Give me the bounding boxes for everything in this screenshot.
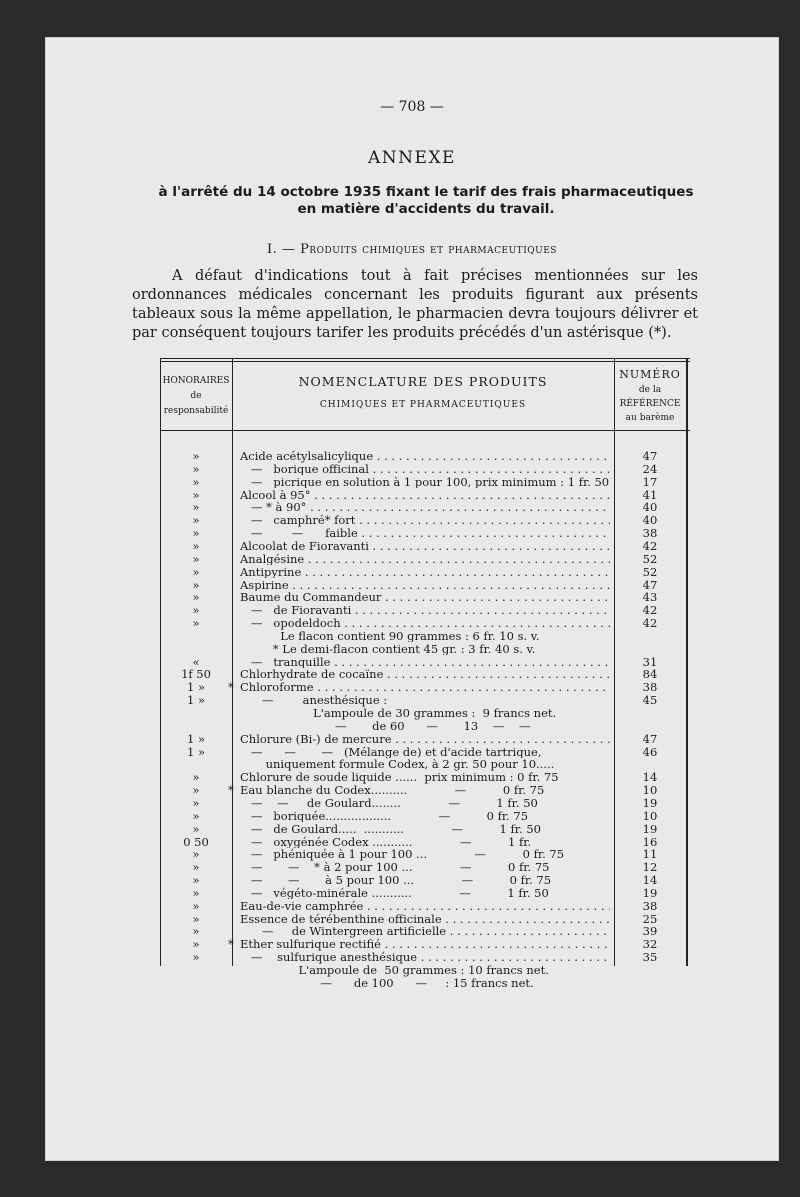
table-row [160,746,690,759]
intro-paragraph [132,267,698,343]
reference-number-cell: 31 [642,654,658,669]
asterisk-mark: * [228,937,234,952]
table-row [160,501,690,514]
product-name-cell: — opodeldoch . . . [240,617,610,630]
table-row [160,476,690,489]
table-row [160,836,690,849]
reference-number-cell: 42 [642,603,658,618]
asterisk-mark: * [228,680,234,695]
honoraires-cell: » [192,937,200,952]
col1-header-rule [160,430,232,431]
table-row [160,591,690,604]
product-name-cell: Alcoolat de Fioravanti . . . [240,540,610,553]
product-name-cell: * Le demi-flacon contient 45 gr. : 3 fr. 40 s. v. [240,642,536,656]
reference-number-cell: 45 [642,693,658,708]
header-honoraires-l3: responsabilité [163,406,229,416]
header-honoraires [160,358,232,430]
product-name-cell: Chlorure de soude liquide ...... prix minimum : 0 fr. 75 [240,771,559,784]
honoraires-cell: » [192,461,200,476]
honoraires-cell: » [192,821,200,836]
reference-number-cell: 84 [642,667,658,682]
header-reference-l4: au barème [625,413,675,423]
reference-number-cell: 39 [642,924,658,939]
page-number: — 708 — [380,99,444,115]
product-name-cell: — — * à 2 pour 100 ... — 0 fr. 75 [240,861,550,874]
table-row [160,681,690,694]
reference-number-cell: 19 [642,821,658,836]
reference-number-cell: 12 [642,860,658,875]
header-reference-l3: RÉFÉRENCE [619,399,681,409]
document-subtitle [116,184,736,218]
honoraires-cell: » [192,847,200,862]
reference-number-cell: 38 [642,680,658,695]
product-name-cell: Eau-de-vie camphrée . . . [240,900,610,913]
document-title: ANNEXE [368,148,456,168]
honoraires-cell: » [192,564,200,579]
honoraires-cell: » [192,551,200,566]
table-row [160,977,690,990]
honoraires-cell: » [192,513,200,528]
table-row [160,733,690,746]
table-row [160,900,690,913]
product-name-cell: Ether sulfurique rectifié . . . [240,938,610,951]
table-row [160,656,690,669]
reference-number-cell: 10 [642,783,658,798]
honoraires-cell: 1f 50 [181,667,211,682]
table-row [160,489,690,502]
product-name-cell: Essence de térébenthine officinale . . . [240,913,610,926]
asterisk-mark: * [228,783,234,798]
table-row [160,848,690,861]
reference-number-cell: 14 [642,770,658,785]
section-heading [46,242,778,257]
table-row [160,938,690,951]
product-name-cell: — anesthésique : [240,694,388,707]
product-name-cell: — borique officinal . . . [240,463,610,476]
product-name-cell: — phéniquée à 1 pour 100 ... — 0 fr. 75 [240,848,565,861]
product-name-cell: — sulfurique anesthésique . . . [240,951,610,964]
table-row [160,861,690,874]
header-nomenclature-title: NOMENCLATURE DES PRODUITS [298,374,548,389]
honoraires-cell: 1 » [186,731,205,746]
honoraires-cell: » [192,770,200,785]
honoraires-cell: » [192,603,200,618]
product-name-cell: Alcool à 95° . . . [240,489,610,502]
honoraires-cell: » [192,500,200,515]
table-row [160,540,690,553]
product-name-cell: L'ampoule de 30 grammes : 9 francs net. [240,707,557,720]
reference-number-cell: 47 [642,449,658,463]
reference-number-cell: 10 [642,808,658,823]
product-name-cell: uniquement formule Codex, à 2 gr. 50 pour 10..... [240,758,555,771]
product-name-cell: Chlorhydrate de cocaïne . . . [240,668,610,681]
table-row [160,707,690,720]
reference-number-cell: 38 [642,526,658,541]
table-row [160,913,690,926]
honoraires-cell: » [192,860,200,875]
section-number: I. — [267,242,296,257]
reference-number-cell: 42 [642,616,658,631]
table-row [160,925,690,938]
product-name-cell: Antipyrine . . . [240,566,610,579]
product-name-cell: — picrique en solution à 1 pour 100, prix minimum : 1 fr. 50 [240,475,610,489]
header-reference-l2: de la [638,385,662,395]
honoraires-cell: » [192,616,200,631]
honoraires-cell: » [192,577,200,592]
honoraires-cell: » [192,449,200,463]
reference-number-cell: 16 [642,834,658,849]
product-name-cell: — végéto-minérale ........... — 1 fr. 50 [240,886,549,900]
reference-number-cell: 47 [642,731,658,746]
honoraires-cell: » [192,950,200,965]
products-table [160,358,690,990]
table-top-rule [160,358,690,359]
reference-number-cell: 35 [642,950,658,965]
reference-number-cell: 40 [642,500,658,515]
table-row [160,668,690,681]
table-row [160,643,690,656]
product-name-cell: Chlorure (Bi-) de mercure . . . [240,733,610,746]
honoraires-cell: » [192,873,200,888]
reference-number-cell: 47 [642,577,658,592]
product-name-cell: — — — (Mélange de) et d'acide tartrique, [240,745,542,759]
honoraires-cell: 1 » [186,693,205,708]
reference-number-cell: 14 [642,873,658,888]
table-row [160,758,690,771]
reference-number-cell: 52 [642,564,658,579]
reference-number-cell: 17 [642,474,658,489]
col3-header-rule [614,430,690,431]
table-row [160,527,690,540]
table-row [160,797,690,810]
header-nomenclature-sub: CHIMIQUES ET PHARMACEUTIQUES [319,400,527,410]
product-name-cell: — de 100 — : 15 francs net. [240,976,534,990]
product-name-cell: Acide acétylsalicylique . . . [240,450,610,463]
table-row [160,604,690,617]
honoraires-cell: 0 50 [183,834,209,849]
honoraires-cell: » [192,487,200,502]
product-name-cell: Le flacon contient 90 grammes : 6 fr. 10 s. v. [240,629,540,643]
subtitle-line-2: en matière d'accidents du travail. [297,201,555,217]
product-name-cell: — * à 90° . . . [240,501,610,514]
reference-number-cell: 46 [642,744,658,759]
reference-number-cell: 19 [642,795,658,810]
col2-header-rule [232,430,614,431]
honoraires-cell: » [192,795,200,810]
honoraires-cell: 1 » [186,680,205,695]
honoraires-cell: « [192,654,200,669]
honoraires-cell: » [192,526,200,541]
product-name-cell: — de 60 — 13 — — [240,719,531,733]
product-name-cell: — — faible . . . [240,527,610,540]
honoraires-cell: » [192,538,200,553]
reference-number-cell: 43 [642,590,658,605]
table-row [160,810,690,823]
header-reference-l1: NUMÉRO [619,368,681,381]
intro-text: A défaut d'indications tout à fait précises mentionnées sur les ordonnances médicales concernant les produits figurant aux présents tableaux sous la même appellation, le pharmacien devra toujours délivrer et par conséquent toujours tarifer les produits précédés d'un astérisque (*). [132,268,698,341]
product-name-cell: — — de Goulard........ — 1 fr. 50 [240,796,538,810]
reference-number-cell: 38 [642,898,658,913]
table-top-rule-2 [160,361,690,362]
honoraires-cell: 1 » [186,744,205,759]
product-name-cell: Chloroforme . . . [240,681,610,694]
header-honoraires-l2: de [190,391,202,401]
table-row [160,579,690,592]
section-title: Produits chimiques et pharmaceutiques [300,242,557,257]
product-name-cell: L'ampoule de 50 grammes : 10 francs net. [240,964,549,977]
product-name-cell: — de Wintergreen artificielle . . . [240,925,610,938]
table-row [160,720,690,733]
reference-number-cell: 11 [642,847,658,862]
table-row [160,823,690,836]
honoraires-cell: » [192,474,200,489]
table-row [160,617,690,630]
table-row [160,566,690,579]
product-name-cell: — tranquille . . . [240,656,610,669]
table-row [160,771,690,784]
reference-number-cell: 32 [642,937,658,952]
honoraires-cell: » [192,924,200,939]
honoraires-cell: » [192,911,200,926]
reference-number-cell: 41 [642,487,658,502]
product-name-cell: — boriquée.................. — 0 fr. 75 [240,809,529,823]
product-name-cell: — camphré* fort . . . [240,514,610,527]
table-row [160,784,690,797]
table-row [160,463,690,476]
product-name-cell: — de Goulard..... ........... — 1 fr. 50 [240,822,541,836]
table-row [160,874,690,887]
reference-number-cell: 24 [642,461,658,476]
reference-number-cell: 19 [642,885,658,900]
reference-number-cell: 40 [642,513,658,528]
honoraires-cell: » [192,783,200,798]
reference-number-cell: 52 [642,551,658,566]
table-row [160,887,690,900]
table-row [160,553,690,566]
honoraires-cell: » [192,590,200,605]
honoraires-cell: » [192,898,200,913]
product-name-cell: Aspirine . . . [240,579,610,592]
product-name-cell: — de Fioravanti . . . [240,604,610,617]
subtitle-line-1: à l'arrêté du 14 octobre 1935 fixant le tarif des frais pharmaceutiques [158,184,694,200]
reference-number-cell: 25 [642,911,658,926]
table-row [160,694,690,707]
product-name-cell: — — à 5 pour 100 ... — 0 fr. 75 [240,874,552,887]
product-name-cell: Eau blanche du Codex.......... — 0 fr. 75 [240,784,545,797]
document-page [46,38,778,1160]
header-honoraires-l1: HONORAIRES [162,376,230,386]
product-name-cell: Analgésine . . . [240,553,610,566]
table-row [160,964,690,977]
table-row [160,514,690,527]
table-row [160,951,690,964]
honoraires-cell: » [192,808,200,823]
table-row [160,630,690,643]
reference-number-cell: 42 [642,538,658,553]
table-row [160,450,690,463]
product-name-cell: Baume du Commandeur . . . [240,591,610,604]
honoraires-cell: » [192,885,200,900]
product-name-cell: — oxygénée Codex ........... — 1 fr. [240,835,532,849]
